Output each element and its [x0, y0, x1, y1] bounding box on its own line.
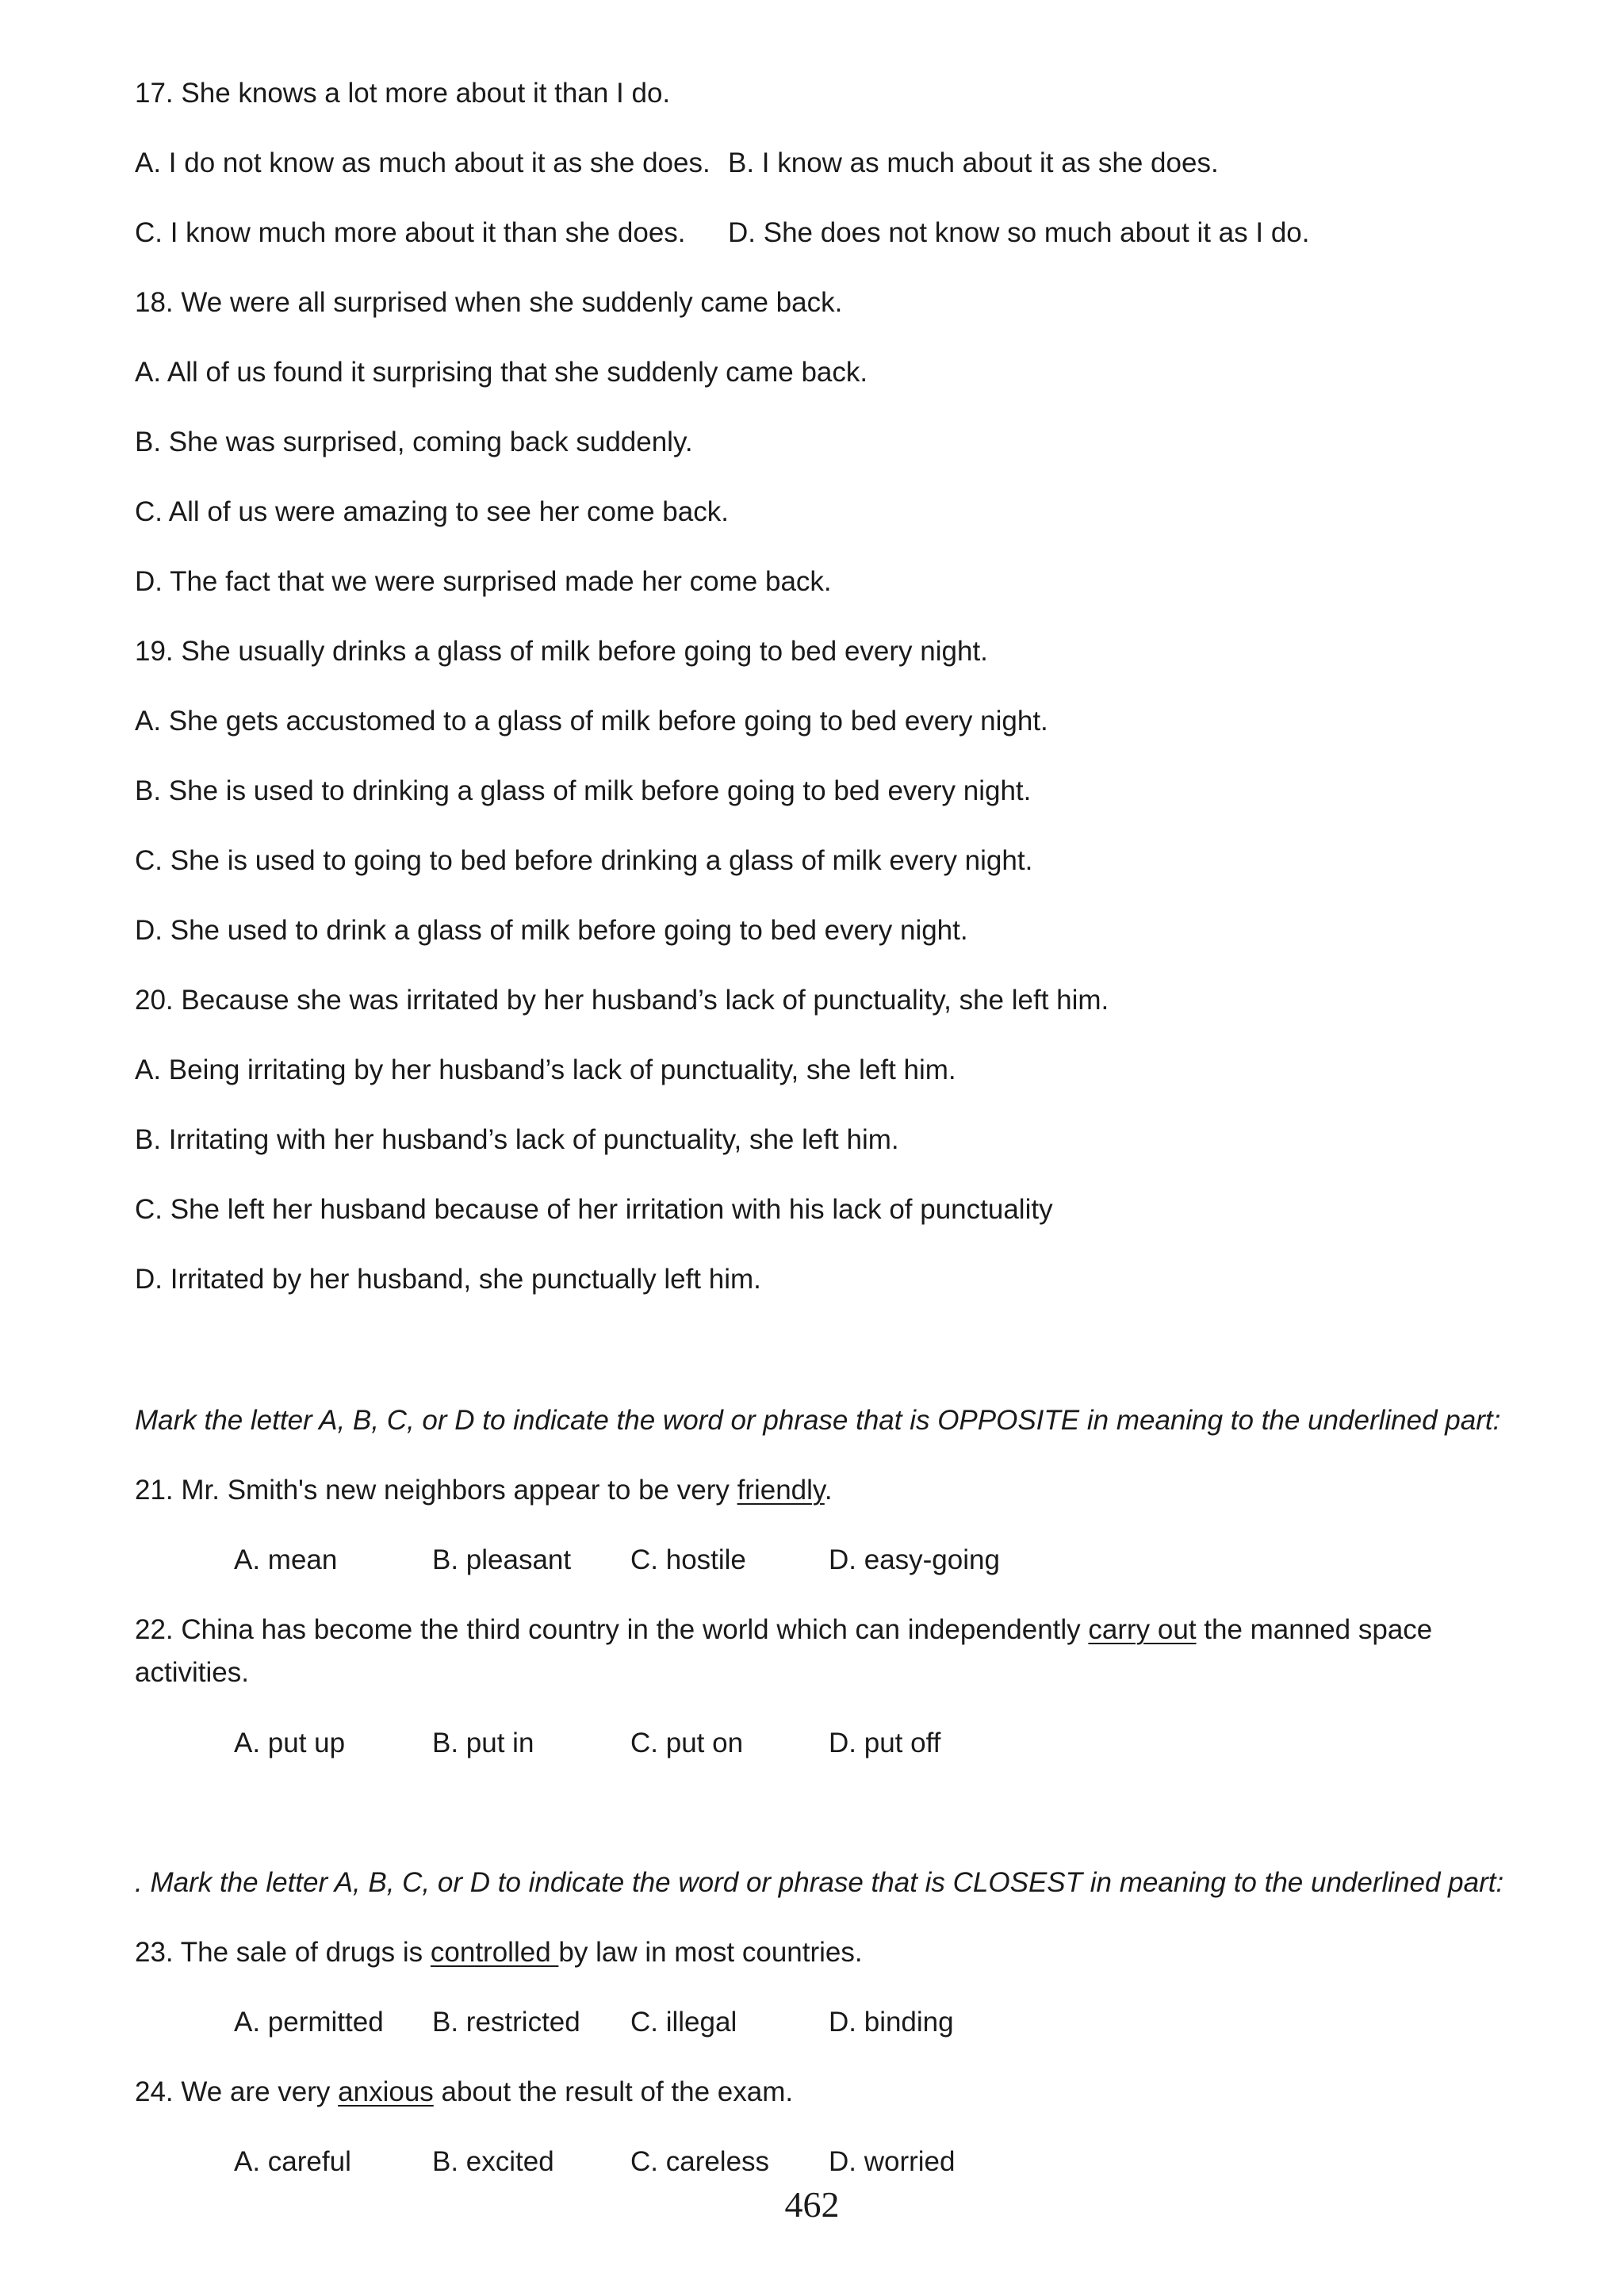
- q17-option-a: A. I do not know as much about it as she does.: [135, 147, 710, 178]
- q23-option-a: A. permitted: [234, 2007, 384, 2038]
- q19-stem: 19. She usually drinks a glass of milk before going to bed every night.: [135, 636, 988, 667]
- q21-option-c: C. hostile: [630, 1544, 746, 1575]
- q20-option-a: A. Being irritating by her husband’s lack of punctuality, she left him.: [135, 1054, 956, 1085]
- q17-option-d: D. She does not know so much about it as I do.: [728, 217, 1310, 248]
- q22-option-a: A. put up: [234, 1728, 346, 1758]
- q19-option-b: B. She is used to drinking a glass of milk before going to bed every night.: [135, 775, 1032, 806]
- q23-underlined: controlled: [430, 1937, 559, 1968]
- q23-stem-pre: 23. The sale of drugs is: [135, 1937, 431, 1968]
- q20-option-c: C. She left her husband because of her irritation with his lack of punctuality: [135, 1194, 1053, 1225]
- q21-stem-post: .: [824, 1475, 833, 1506]
- q22-underlined: carry out: [1088, 1614, 1197, 1645]
- q24-option-c: C. careless: [630, 2146, 770, 2177]
- q17-option-b: B. I know as much about it as she does.: [728, 147, 1219, 178]
- q22-option-d: D. put off: [829, 1728, 941, 1758]
- q23-stem: [135, 1935, 863, 1970]
- q23-option-b: B. restricted: [432, 2007, 580, 2038]
- q21-option-b: B. pleasant: [432, 1544, 572, 1575]
- q17-options-cd: [135, 216, 1310, 251]
- q23-stem-post: by law in most countries.: [558, 1937, 863, 1968]
- q24-option-b: B. excited: [432, 2146, 554, 2177]
- q19-option-d: D. She used to drink a glass of milk before going to bed every night.: [135, 915, 968, 946]
- q18-option-c: C. All of us were amazing to see her come back.: [135, 496, 729, 527]
- q24-option-d: D. worried: [829, 2146, 956, 2177]
- q22-option-b: B. put in: [432, 1728, 534, 1758]
- q18-option-b: B. She was surprised, coming back suddenly.: [135, 427, 693, 457]
- q22-option-c: C. put on: [630, 1728, 744, 1758]
- q24-stem: [135, 2075, 793, 2110]
- q20-stem: 20. Because she was irritated by her husband’s lack of punctuality, she left him.: [135, 985, 1109, 1016]
- q17-options-ab: [135, 146, 1219, 181]
- q22-options: [0, 1726, 1624, 1761]
- q21-underlined: friendly: [737, 1475, 825, 1506]
- q22-stem-pre: 22. China has become the third country in the world which can independently: [135, 1614, 1089, 1645]
- q18-option-a: A. All of us found it surprising that she suddenly came back.: [135, 357, 868, 388]
- q23-option-c: C. illegal: [630, 2007, 737, 2038]
- instruction-opposite: Mark the letter A, B, C, or D to indicate the word or phrase that is OPPOSITE in meaning to the underlined part:: [135, 1405, 1501, 1436]
- q17-stem: 17. She knows a lot more about it than I do.: [135, 78, 671, 109]
- q22-stem-post: the manned space activities.: [135, 1614, 1433, 1688]
- q21-option-d: D. easy-going: [829, 1544, 1000, 1575]
- q17-option-c: C. I know much more about it than she does.: [135, 217, 686, 248]
- instruction-closest: . Mark the letter A, B, C, or D to indicate the word or phrase that is CLOSEST in meaning to the underlined part:: [135, 1867, 1504, 1898]
- q18-option-d: D. The fact that we were surprised made her come back.: [135, 566, 832, 597]
- q20-option-b: B. Irritating with her husband’s lack of punctuality, she left him.: [135, 1124, 899, 1155]
- q21-stem: [135, 1473, 833, 1508]
- q21-stem-pre: 21. Mr. Smith's new neighbors appear to be very: [135, 1475, 737, 1506]
- q24-stem-post: about the result of the exam.: [433, 2076, 794, 2107]
- q22-stem: [135, 1609, 1499, 1694]
- q19-option-c: C. She is used to going to bed before drinking a glass of milk every night.: [135, 845, 1033, 876]
- q24-options: [0, 2145, 1624, 2179]
- q23-options: [0, 2005, 1624, 2040]
- page-number: 462: [784, 2184, 840, 2225]
- q24-option-a: A. careful: [234, 2146, 351, 2177]
- q19-option-a: A. She gets accustomed to a glass of milk before going to bed every night.: [135, 706, 1048, 737]
- q18-stem: 18. We were all surprised when she suddenly came back.: [135, 287, 843, 318]
- q20-option-d: D. Irritated by her husband, she punctually left him.: [135, 1264, 761, 1295]
- q23-option-d: D. binding: [829, 2007, 954, 2038]
- q24-stem-pre: 24. We are very: [135, 2076, 339, 2107]
- q24-underlined: anxious: [338, 2076, 434, 2107]
- q21-options: [0, 1543, 1624, 1578]
- q21-option-a: A. mean: [234, 1544, 338, 1575]
